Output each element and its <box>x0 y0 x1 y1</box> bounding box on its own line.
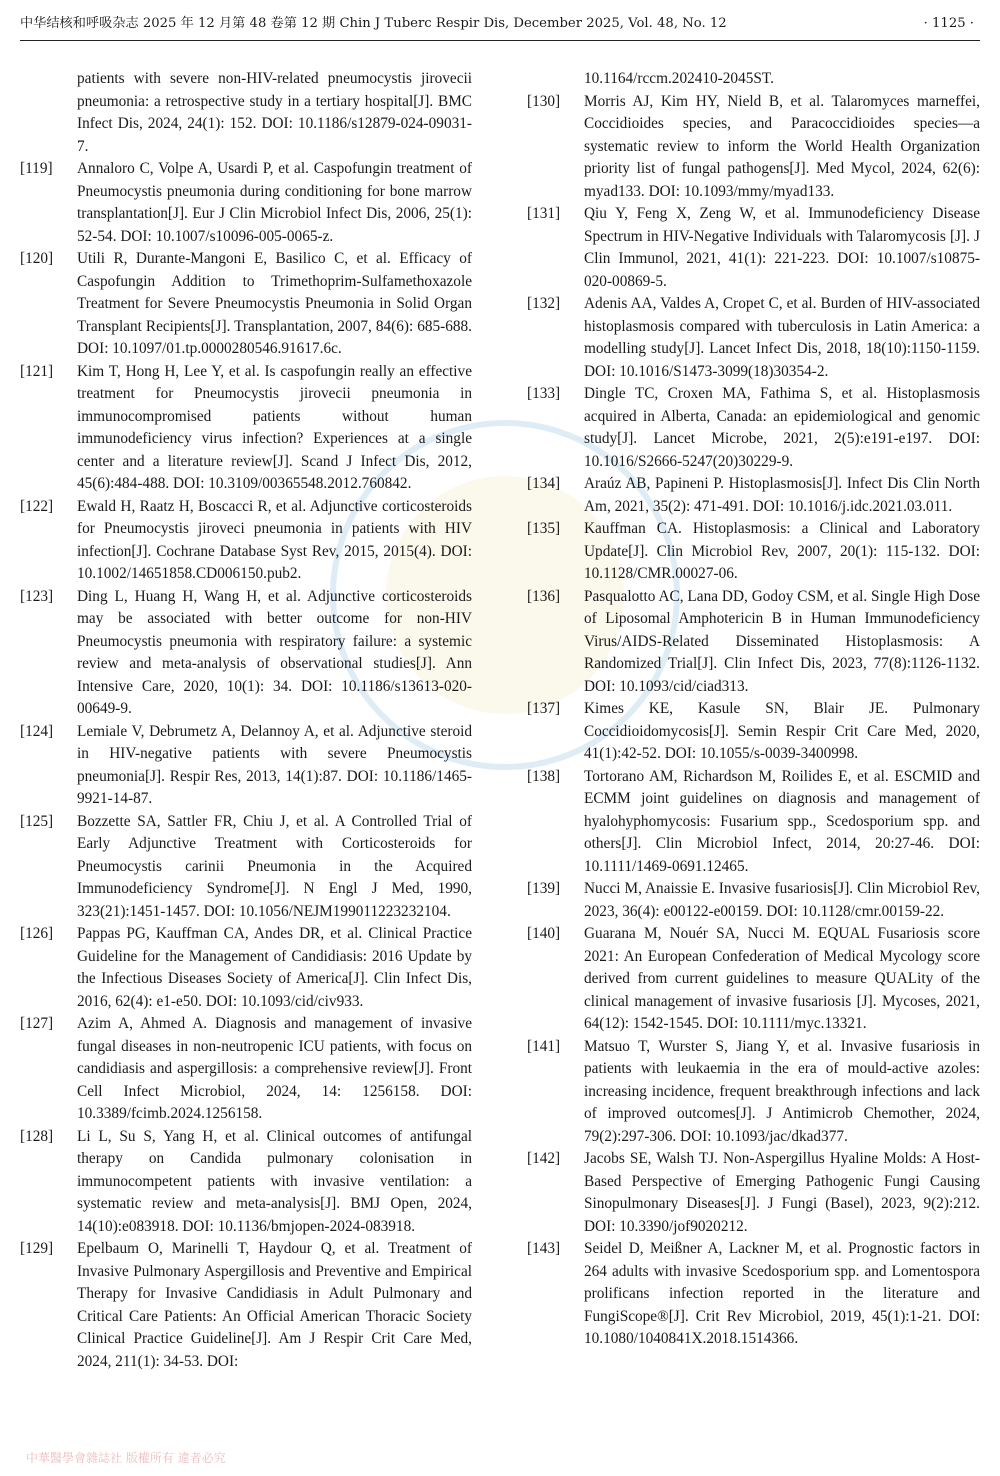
reference-text: Dingle TC, Croxen MA, Fathima S, et al. Histoplasmosis acquired in Alberta, Canada: an epidemiological and genomic study[J]. Lancet Microbe, 2021, 2(5):e191-e197. DOI: 10.1016/S2666-5247(20)30229-9. <box>584 385 980 470</box>
reference-entry <box>527 878 980 923</box>
reference-entry <box>527 68 980 91</box>
reference-number: [129] <box>20 1240 54 1257</box>
reference-text: Seidel D, Meißner A, Lackner M, et al. Prognostic factors in 264 adults with invasive Scedosporium spp. and Lomentospora prolificans infection reported in the literature and FungiScope®[J]. Crit Rev Microbiol, 2019, 45(1):1-21. DOI: 10.1080/1040841X.2018.1514366. <box>584 1240 980 1347</box>
reference-text: Qiu Y, Feng X, Zeng W, et al. Immunodeficiency Disease Spectrum in HIV-Negative Individuals with Talaromycosis [J]. J Clin Immunol, 2021, 41(1): 221-223. DOI: 10.1007/s10875-020-00869-5. <box>584 205 980 290</box>
reference-number: [126] <box>20 925 54 942</box>
reference-entry <box>527 91 980 204</box>
right-column <box>527 68 980 1351</box>
reference-number: [124] <box>20 722 54 740</box>
reference-number: [135] <box>527 520 561 537</box>
reference-text: Utili R, Durante-Mangoni E, Basilico C, et al. Efficacy of Caspofungin Addition to Trimethoprim-Sulfamethoxazole Treatment for Severe Pneumocystis Pneumonia in Solid Organ Transplant Recipients[J]. Transplantation, 2007, 84(6): 685-688. DOI: 10.1097/01.tp.0000280546.91617.6c. <box>77 250 472 357</box>
reference-entry <box>20 923 472 1013</box>
reference-entry <box>527 1238 980 1351</box>
reference-number: [120] <box>20 250 54 267</box>
publisher-watermark: 中華醫學會雜誌社 版權所有 違者必究 <box>26 1451 226 1465</box>
reference-text: Araúz AB, Papineni P. Histoplasmosis[J]. Infect Dis Clin North Am, 2021, 35(2): 471-491. DOI: 10.1016/j.idc.2021.03.011. <box>584 475 980 515</box>
reference-text: Kimes KE, Kasule SN, Blair JE. Pulmonary Coccidioidomycosis[J]. Semin Respir Crit Care Med, 2020, 41(1):42-52. DOI: 10.1055/s-0039-3400998. <box>584 700 980 762</box>
reference-entry <box>527 1148 980 1238</box>
reference-text: Epelbaum O, Marinelli T, Haydour Q, et al. Treatment of Invasive Pulmonary Aspergillosis and Preventive and Empirical Therapy for Invasive Candidiasis in Adult Pulmonary and Critical Care Patients: An Official American Thoracic Society Clinical Practice Guideline[J]. Am J Respir Crit Care Med, 2024, 211(1): 34-53. DOI: <box>77 1240 472 1370</box>
reference-text: Bozzette SA, Sattler FR, Chiu J, et al. A Controlled Trial of Early Adjunctive Treatment with Corticosteroids for Pneumocystis carinii Pneumonia in the Acquired Immunodeficiency Syndrome[J]. N Engl J Med, 1990, 323(21):1451-1457. DOI: 10.1056/NEJM199011223232104. <box>77 812 472 920</box>
reference-number: [142] <box>527 1150 561 1167</box>
reference-entry <box>20 361 472 496</box>
reference-entry <box>527 473 980 518</box>
reference-number: [139] <box>527 880 561 897</box>
reference-text: Ding L, Huang H, Wang H, et al. Adjunctive corticosteroids may be associated with better outcome for non-HIV Pneumocystis pneumonia with respiratory failure: a systemic review and meta-analysis of observational studies[J]. Ann Intensive Care, 2020, 10(1): 34. DOI: 10.1186/s13613-020-00649-9. <box>77 587 472 717</box>
reference-text: Azim A, Ahmed A. Diagnosis and management of invasive fungal diseases in non-neutropenic ICU patients, with focus on candidiasis and aspergillosis: a comprehensive review[J]. Front Cell Infect Microbiol, 2024, 14: 1256158. DOI: 10.3389/fcimb.2024.1256158. <box>77 1015 472 1122</box>
reference-number: [141] <box>527 1037 561 1055</box>
reference-text: Kim T, Hong H, Lee Y, et al. Is caspofungin really an effective treatment for Pneumocystis jirovecii pneumonia in immunocompromised patients without human immunodeficiency virus infection? Experiences at a single center and a literature review[J]. Scand J Infect Dis, 2012, 45(6):484-488. DOI: 10.3109/00365548.2012.760842. <box>77 362 472 492</box>
reference-text: Kauffman CA. Histoplasmosis: a Clinical and Laboratory Update[J]. Clin Microbiol Rev, 2007, 20(1): 115-132. DOI: 10.1128/CMR.00027-06. <box>584 520 980 582</box>
reference-entry <box>20 1013 472 1126</box>
reference-entry <box>20 248 472 361</box>
header-rule <box>20 40 980 41</box>
reference-number: [125] <box>20 812 54 830</box>
reference-entry <box>527 923 980 1036</box>
reference-entry <box>20 721 472 811</box>
reference-entry <box>20 158 472 248</box>
reference-entry <box>527 383 980 473</box>
reference-text: Nucci M, Anaissie E. Invasive fusariosis[J]. Clin Microbiol Rev, 2023, 36(4): e00122-e00159. DOI: 10.1128/cmr.00159-22. <box>584 880 980 920</box>
journal-citation-header: 中华结核和呼吸杂志 2025 年 12 月第 48 卷第 12 期 Chin J Tuberc Respir Dis, December 2025, Vol. 48, No. 12 <box>20 16 727 31</box>
reference-text: Guarana M, Nouér SA, Nucci M. EQUAL Fusariosis score 2021: An European Confederation of Medical Mycology score derived from current guidelines to measure QUALity of the clinical management of invasive fusariosis [J]. Mycoses, 2021, 64(12): 1542-1545. DOI: 10.1111/myc.13321. <box>584 925 980 1032</box>
reference-text: patients with severe non-HIV-related pneumocystis jirovecii pneumonia: a retrospective study in a tertiary hospital[J]. BMC Infect Dis, 2024, 24(1): 152. DOI: 10.1186/s12879-024-09031-7. <box>77 70 472 155</box>
reference-number: [123] <box>20 587 54 605</box>
reference-entry <box>527 293 980 383</box>
reference-entry <box>527 203 980 293</box>
reference-text: Tortorano AM, Richardson M, Roilides E, et al. ESCMID and ECMM joint guidelines on diagnosis and management of hyalohyphomycosis: Fusarium spp., Scedosporium spp. and others[J]. Clin Microbiol Infect, 2014, 20:27-46. DOI: 10.1111/1469-0691.12465. <box>584 767 980 875</box>
reference-text: 10.1164/rccm.202410-2045ST. <box>584 70 774 87</box>
reference-number: [130] <box>527 92 561 110</box>
reference-entry <box>527 586 980 699</box>
reference-text: Li L, Su S, Yang H, et al. Clinical outcomes of antifungal therapy on Candida pulmonary colonisation in immunocompetent patients with invasive ventilation: a systematic review and meta-analysis[J]. BMJ Open, 2024, 14(10):e083918. DOI: 10.1136/bmjopen-2024-083918. <box>77 1127 472 1235</box>
left-column <box>20 68 472 1373</box>
reference-text: Lemiale V, Debrumetz A, Delannoy A, et al. Adjunctive steroid in HIV-negative patients with severe Pneumocystis pneumonia[J]. Respir Res, 2013, 14(1):87. DOI: 10.1186/1465-9921-14-87. <box>77 722 472 807</box>
reference-number: [132] <box>527 295 561 312</box>
reference-entry <box>527 698 980 766</box>
reference-text: Annaloro C, Volpe A, Usardi P, et al. Caspofungin treatment of Pneumocystis pneumonia during conditioning for bone marrow transplantation[J]. Eur J Clin Microbiol Infect Dis, 2006, 25(1): 52-54. DOI: 10.1007/s10096-005-0065-z. <box>77 160 472 245</box>
running-header <box>20 12 980 36</box>
reference-text: Matsuo T, Wurster S, Jiang Y, et al. Invasive fusariosis in patients with leukaemia in the era of mould-active azoles: increasing incidence, frequent breakthrough infections and lack of improved outcomes[J]. J Antimicrob Chemother, 2024, 79(2):297-306. DOI: 10.1093/jac/dkad377. <box>584 1037 980 1145</box>
reference-text: Pappas PG, Kauffman CA, Andes DR, et al. Clinical Practice Guideline for the Management of Candidiasis: 2016 Update by the Infectious Diseases Society of America[J]. Clin Infect Dis, 2016, 62(4): e1-e50. DOI: 10.1093/cid/civ933. <box>77 925 472 1010</box>
reference-entry <box>527 518 980 586</box>
reference-text: Morris AJ, Kim HY, Nield B, et al. Talaromyces marneffei, Coccidioides species, and Paracoccidioides species—a systematic review to inform the World Health Organization priority list of fungal pathogens[J]. Med Mycol, 2024, 62(6): myad133. DOI: 10.1093/mmy/myad133. <box>584 92 980 200</box>
reference-number: [136] <box>527 587 561 605</box>
reference-number: [127] <box>20 1015 54 1032</box>
reference-entry <box>527 1036 980 1149</box>
reference-number: [134] <box>527 475 561 492</box>
reference-text: Jacobs SE, Walsh TJ. Non-Aspergillus Hyaline Molds: A Host-Based Perspective of Emerging Pathogenic Fungi Causing Sinopulmonary Diseases[J]. J Fungi (Basel), 2023, 9(2):212. DOI: 10.3390/jof9020212. <box>584 1150 980 1235</box>
reference-entry <box>20 1238 472 1373</box>
reference-number: [140] <box>527 925 561 942</box>
page-number: · 1125 · <box>923 16 974 31</box>
reference-text: Adenis AA, Valdes A, Cropet C, et al. Burden of HIV-associated histoplasmosis compared with tuberculosis in Latin America: a modelling study[J]. Lancet Infect Dis, 2018, 18(10):1150-1159. DOI: 10.1016/S1473-3099(18)30354-2. <box>584 295 980 380</box>
reference-entry <box>20 811 472 924</box>
reference-number: [138] <box>527 767 561 785</box>
reference-text: Pasqualotto AC, Lana DD, Godoy CSM, et al. Single High Dose of Liposomal Amphotericin B in Human Immunodeficiency Virus/AIDS-Related Disseminated Histoplasmosis: A Randomized Trial[J]. Clin Infect Dis, 2023, 77(8):1126-1132. DOI: 10.1093/cid/ciad313. <box>584 587 980 695</box>
reference-number: [131] <box>527 205 561 222</box>
reference-entry <box>20 496 472 586</box>
reference-number: [143] <box>527 1240 561 1257</box>
reference-text: Ewald H, Raatz H, Boscacci R, et al. Adjunctive corticosteroids for Pneumocystis jiroveci pneumonia in patients with HIV infection[J]. Cochrane Database Syst Rev, 2015, 2015(4). DOI: 10.1002/14651858.CD006150.pub2. <box>77 497 472 582</box>
reference-number: [133] <box>527 385 561 402</box>
reference-entry <box>20 586 472 721</box>
reference-entry <box>20 1126 472 1239</box>
reference-number: [121] <box>20 362 54 380</box>
reference-number: [122] <box>20 497 54 515</box>
reference-entry <box>20 68 472 158</box>
reference-number: [128] <box>20 1127 54 1145</box>
reference-entry <box>527 766 980 879</box>
reference-number: [119] <box>20 160 53 177</box>
reference-number: [137] <box>527 700 561 717</box>
